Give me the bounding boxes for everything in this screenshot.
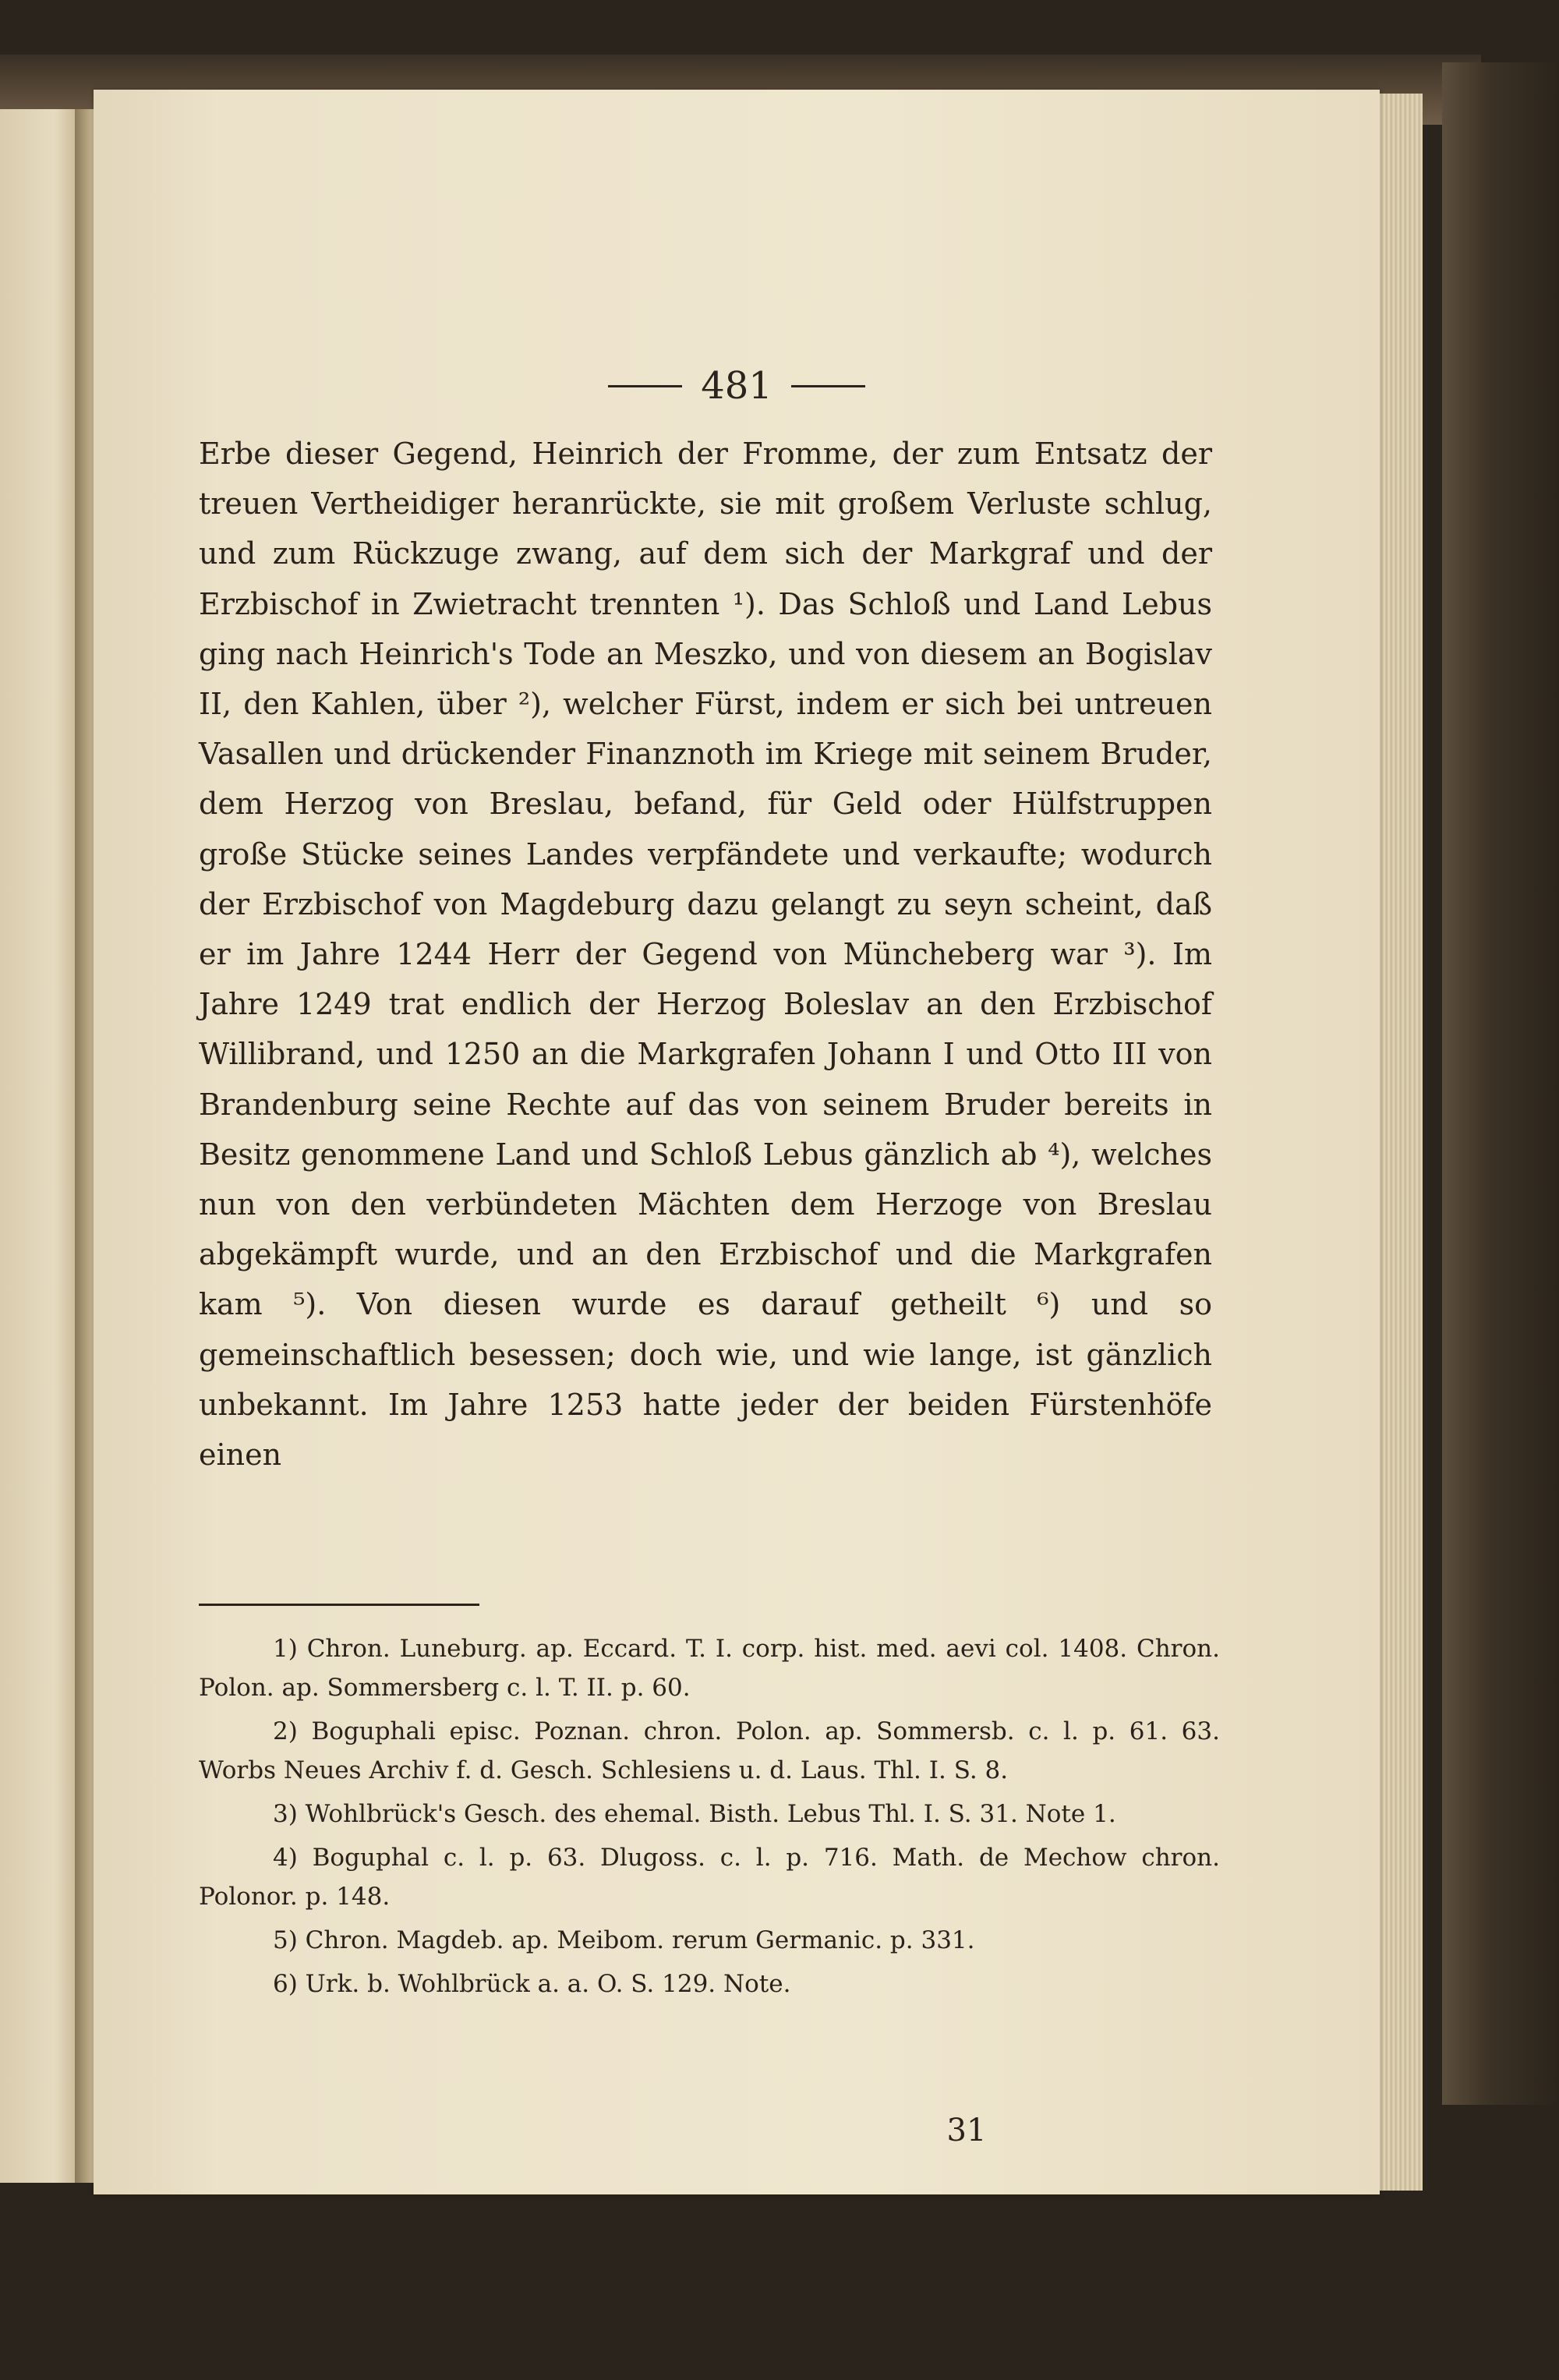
book-page — [94, 90, 1380, 2194]
footnote-divider — [199, 1604, 479, 1606]
left-page-edge — [0, 109, 78, 2183]
footnote-2: 2) Boguphali episc. Poznan. chron. Polon. ap. Sommersb. c. l. p. 61. 63. Worbs Neues Archiv f. d. Gesch. Schlesiens u. d. Laus. Thl. I. S. 8. — [199, 1717, 1220, 1784]
footnote-3: 3) Wohlbrück's Gesch. des ehemal. Bisth. Lebus Thl. I. S. 31. Note 1. — [273, 1800, 1116, 1828]
main-text: Erbe dieser Gegend, Heinrich der Fromme, der zum Entsatz der treuen Vertheidiger heranrückte, sie mit großem Verluste schlug, und zum Rückzuge zwang, auf dem sich der Markgraf und der Erzbischof in Zwietracht trennten ¹). Das Schloß und Land Lebus ging nach Heinrich's Tode an Meszko, und von diesem an Bogislav II, den Kahlen, über ²), welcher Fürst, indem er sich bei untreuen Vasallen und drückender Finanznoth im Kriege mit seinem Bruder, dem Herzog von Breslau, befand, für Geld oder Hülfstruppen große Stücke seines Landes verpfändete und verkaufte; wodurch der Erzbischof von Magdeburg dazu gelangt zu seyn scheint, daß er im Jahre 1244 Herr der Gegend von Müncheberg war ³). Im Jahre 1249 trat endlich der Herzog Boleslav an den Erzbischof Willibrand, und 1250 an die Markgrafen Johann I und Otto III von Brandenburg seine Rechte auf das von seinem Bruder bereits in Besitz genommene Land und Schloß Lebus gänzlich ab ⁴), welches nun von den verbündeten Mächten dem Herzoge von Breslau abgekämpft wurde, und an den Erzbischof und die Markgrafen kam ⁵). Von diesen wurde es darauf getheilt ⁶) und so gemeinschaftlich besessen; doch wie, und wie lange, ist gänzlich unbekannt. Im Jahre 1253 hatte jeder der beiden Fürstenhöfe einen — [199, 437, 1212, 1473]
footnotes — [199, 1629, 1220, 2008]
footnote-4: 4) Boguphal c. l. p. 63. Dlugoss. c. l. p. 716. Math. de Mechow chron. Polonor. p. 148. — [199, 1844, 1220, 1911]
header-dash-right — [791, 385, 865, 387]
header-dash-left — [608, 385, 682, 387]
page-header — [94, 362, 1380, 409]
page-number: 481 — [701, 364, 772, 408]
footnote-6: 6) Urk. b. Wohlbrück a. a. O. S. 129. Note. — [273, 1970, 791, 1998]
footnote-5: 5) Chron. Magdeb. ap. Meibom. rerum Germanic. p. 331. — [273, 1926, 975, 1954]
book-spine — [1442, 62, 1559, 2105]
printer-signature: 31 — [946, 2113, 987, 2148]
footnote-1: 1) Chron. Luneburg. ap. Eccard. T. I. corp. hist. med. aevi col. 1408. Chron. Polon. ap. Sommersberg c. l. T. II. p. 60. — [199, 1635, 1220, 1702]
